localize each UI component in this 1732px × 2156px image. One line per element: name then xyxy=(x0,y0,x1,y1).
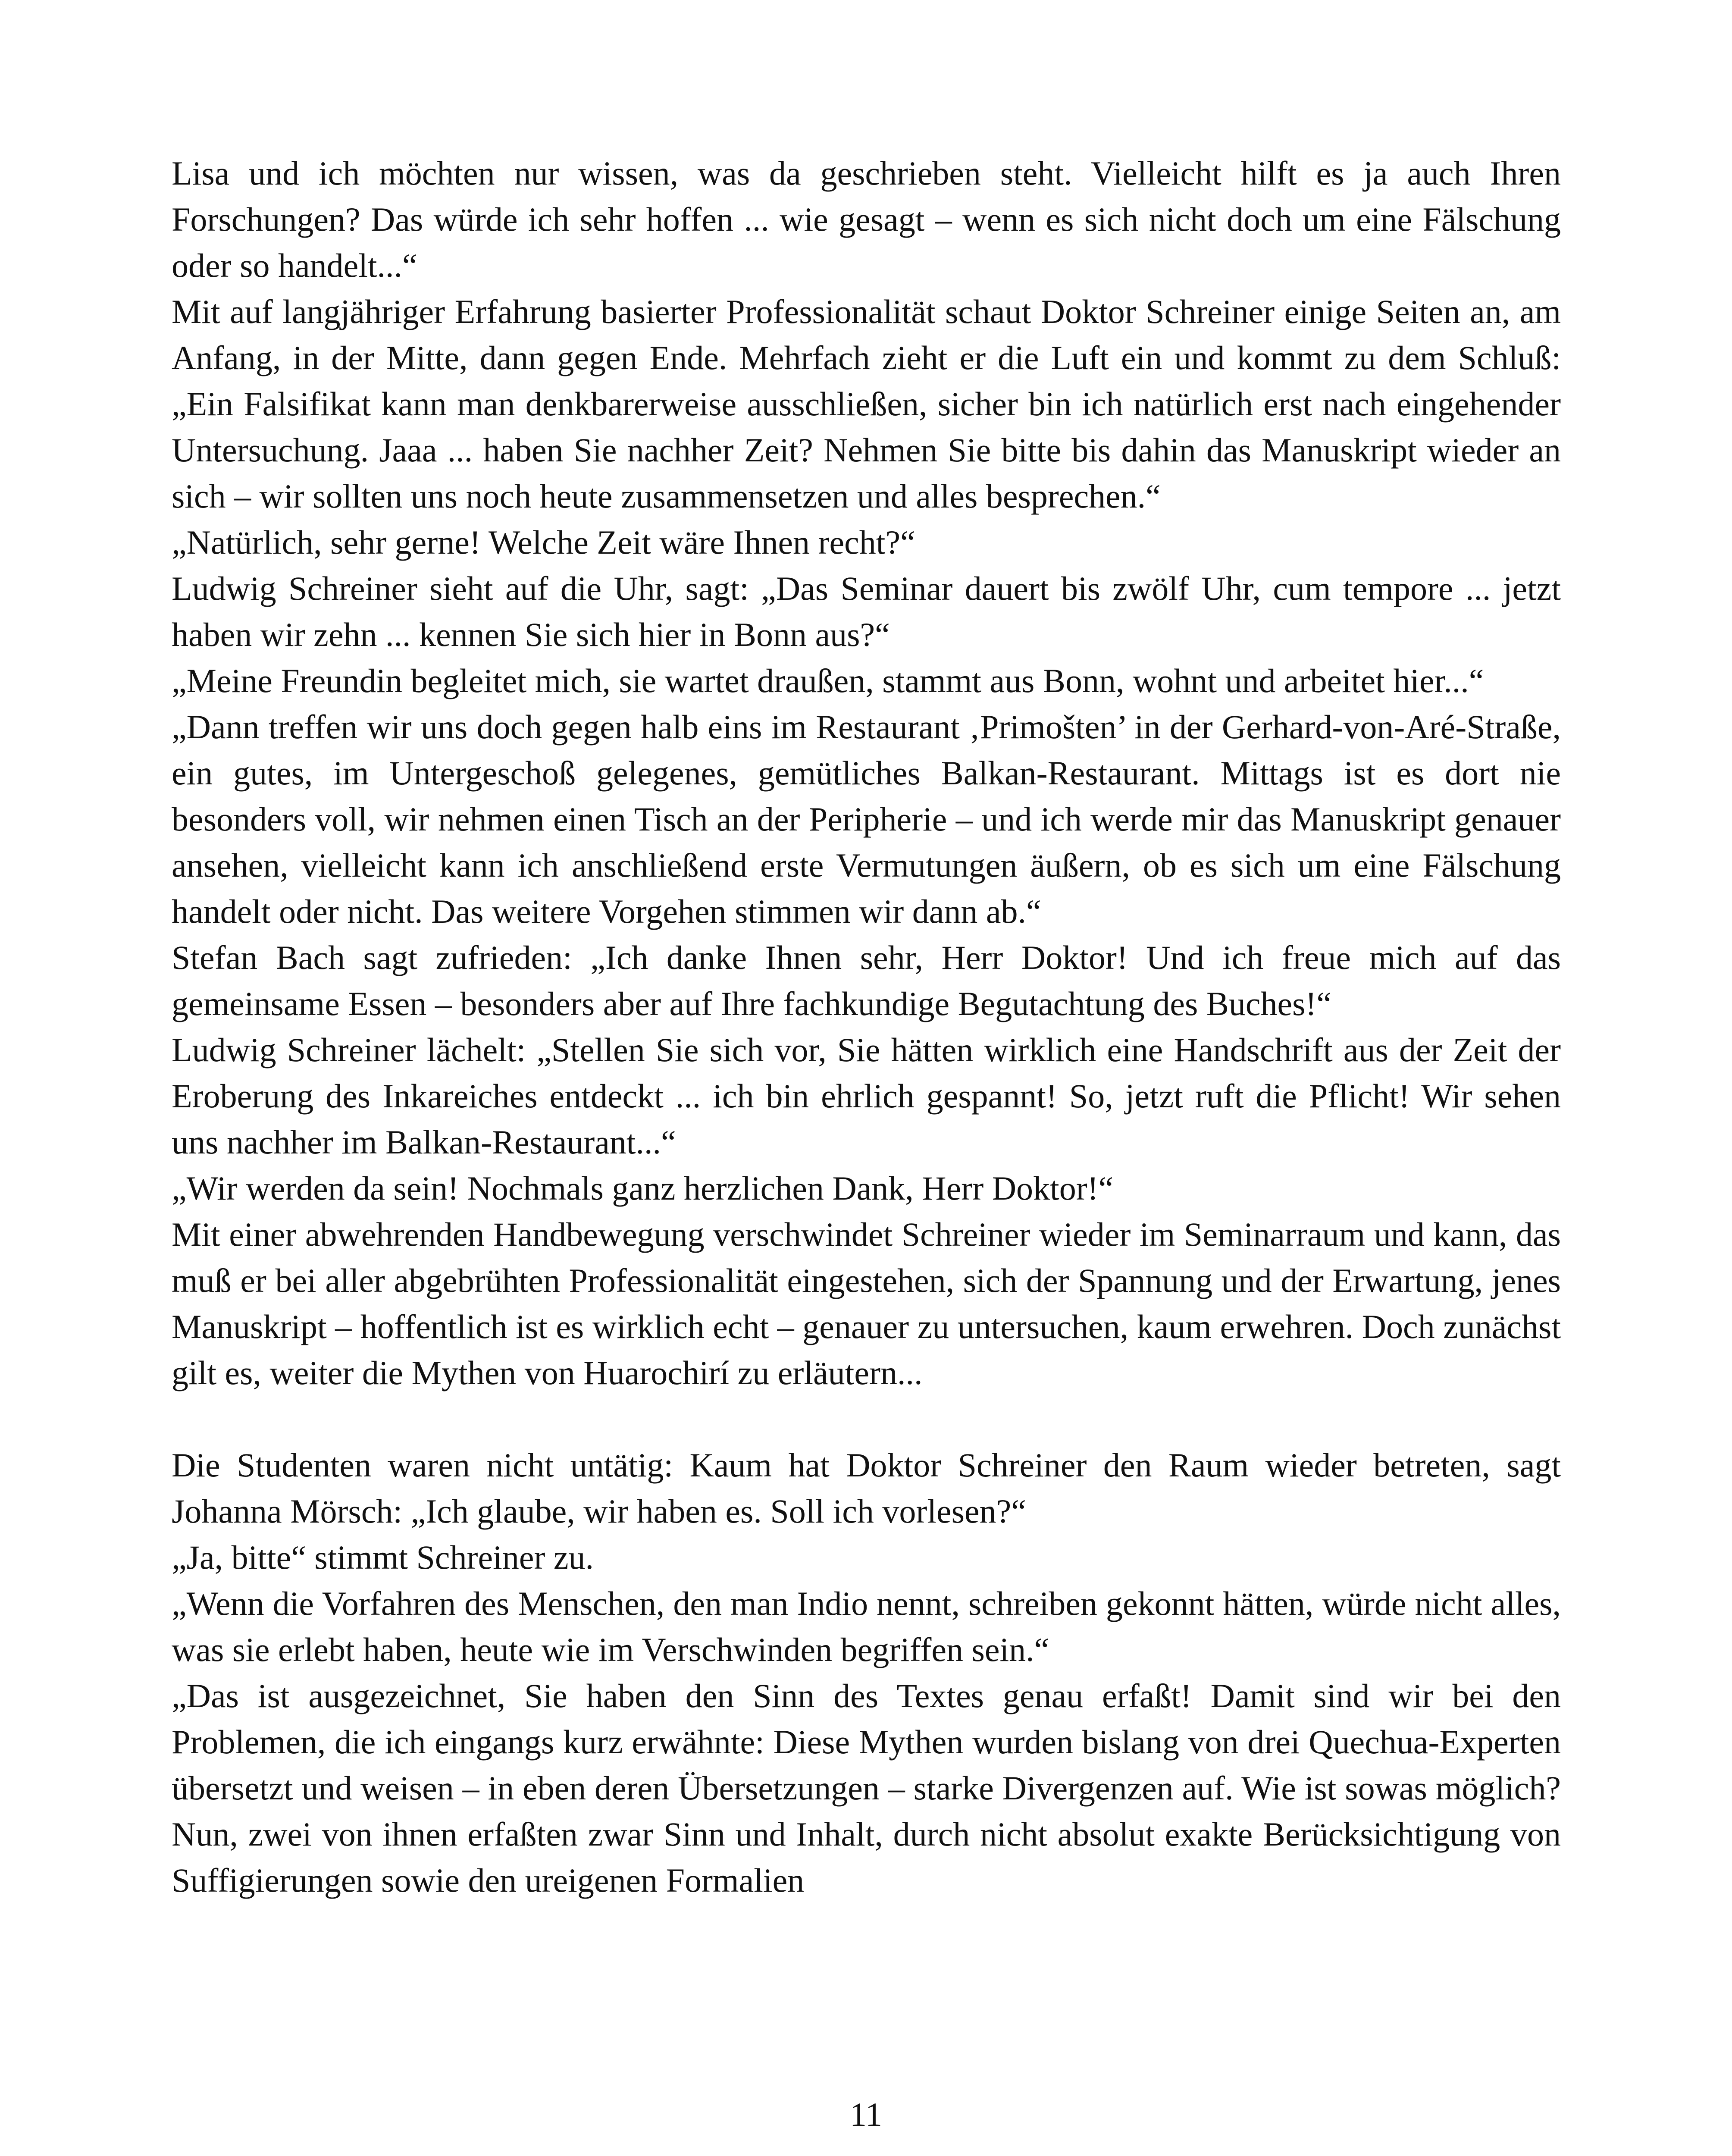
paragraph-8: Ludwig Schreiner lächelt: „Stellen Sie sich vor, Sie hätten wirklich eine Handschrift aus der Zeit der Eroberung des Inkareiches entdeckt ... ich bin ehrlich gespannt! So, jetzt ruft die Pflicht! Wir sehen uns nachher im Balkan-Restaurant...“ xyxy=(172,1031,1561,1161)
paragraph-12: „Ja, bitte“ stimmt Schreiner zu. xyxy=(172,1539,594,1576)
paragraph-2: Mit auf langjähriger Erfahrung basierter Professionalität schaut Doktor Schreiner einige Seiten an, am Anfang, in der Mitte, dann gegen Ende. Mehrfach zieht er die Luft ein und kommt zu dem Schluß: „Ein Falsifikat kann man denkbarerweise ausschließen, sicher bin ich natürlich erst nach eingehender Untersuchung. Jaaa ... haben Sie nachher Zeit? Nehmen Sie bitte bis dahin das Manuskript wieder an sich – wir sollten uns noch heute zusammensetzen und alles besprechen.“ xyxy=(172,293,1561,515)
paragraph-10: Mit einer abwehrenden Handbewegung verschwindet Schreiner wieder im Seminarraum und kann, das muß er bei aller abgebrühten Professionalität eingestehen, sich der Spannung und der Erwartung, jenes Manuskript – hoffentlich ist es wirklich echt – genauer zu untersuchen, kaum erwehren. Doch zunächst gilt es, weiter die Mythen von Huarochirí zu erläutern... xyxy=(172,1216,1561,1391)
paragraph-13: „Wenn die Vorfahren des Menschen, den man Indio nennt, schreiben gekonnt hätten, würde nicht alles, was sie erlebt haben, heute wie im Verschwinden begriffen sein.“ xyxy=(172,1585,1561,1668)
body-text xyxy=(172,150,1561,1903)
paragraph-4: Ludwig Schreiner sieht auf die Uhr, sagt: „Das Seminar dauert bis zwölf Uhr, cum tempore ... jetzt haben wir zehn ... kennen Sie sich hier in Bonn aus?“ xyxy=(172,570,1561,653)
paragraph-5: „Meine Freundin begleitet mich, sie wartet draußen, stammt aus Bonn, wohnt und arbeitet hier...“ xyxy=(172,662,1484,699)
paragraph-11: Die Studenten waren nicht untätig: Kaum hat Doktor Schreiner den Raum wieder betreten, sagt Johanna Mörsch: „Ich glaube, wir haben es. Soll ich vorlesen?“ xyxy=(172,1446,1561,1530)
paragraph-3: „Natürlich, sehr gerne! Welche Zeit wäre Ihnen recht?“ xyxy=(172,523,915,561)
page-number: 11 xyxy=(849,2096,883,2133)
section-break xyxy=(172,1396,1561,1442)
paragraph-6: „Dann treffen wir uns doch gegen halb eins im Restaurant ‚Primošten’ in der Gerhard-von-Aré-Straße, ein gutes, im Untergeschoß gelegenes, gemütliches Balkan-Restaurant. Mittags ist es dort nie besonders voll, wir nehmen einen Tisch an der Peripherie – und ich werde mir das Manuskript genauer ansehen, vielleicht kann ich anschließend erste Vermutungen äußern, ob es sich um eine Fälschung handelt oder nicht. Das weitere Vorgehen stimmen wir dann ab.“ xyxy=(172,708,1561,930)
paragraph-9: „Wir werden da sein! Nochmals ganz herzlichen Dank, Herr Doktor!“ xyxy=(172,1169,1114,1207)
paragraph-1: Lisa und ich möchten nur wissen, was da geschrieben steht. Vielleicht hilft es ja auch Ihren Forschungen? Das würde ich sehr hoffen ... wie gesagt – wenn es sich nicht doch um eine Fälschung oder so handelt...“ xyxy=(172,154,1561,284)
paragraph-7: Stefan Bach sagt zufrieden: „Ich danke Ihnen sehr, Herr Doktor! Und ich freue mich auf das gemeinsame Essen – besonders aber auf Ihre fachkundige Begutachtung des Buches!“ xyxy=(172,939,1561,1022)
paragraph-14: „Das ist ausgezeichnet, Sie haben den Sinn des Textes genau erfaßt! Damit sind wir bei den Problemen, die ich eingangs kurz erwähnte: Diese Mythen wurden bislang von drei Quechua-Experten übersetzt und weisen – in eben deren Übersetzungen – starke Divergenzen auf. Wie ist sowas möglich? Nun, zwei von ihnen erfaßten zwar Sinn und Inhalt, durch nicht absolut exakte Berücksichtigung von Suffigierungen sowie den ureigenen Formalien xyxy=(172,1677,1561,1899)
